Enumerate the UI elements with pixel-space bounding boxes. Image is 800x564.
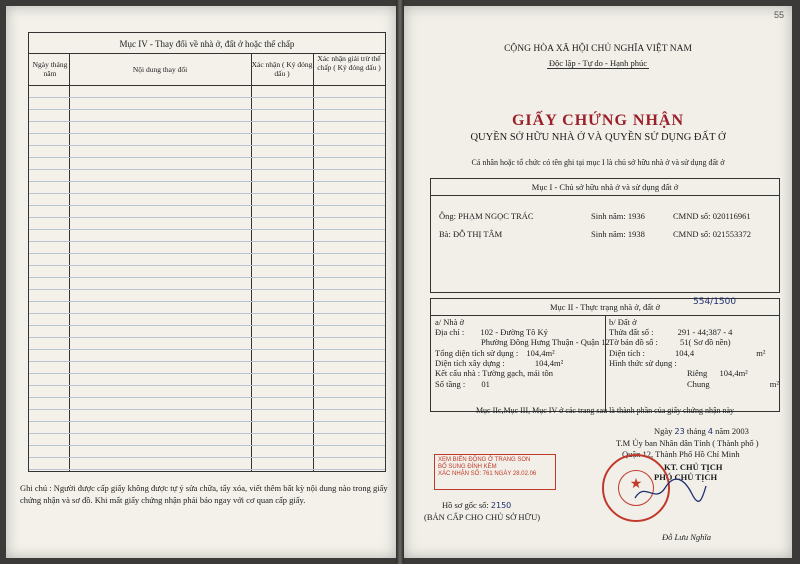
land-label: b/ Đất ở [609,317,637,327]
certificate-title: GIẤY CHỨNG NHẬN [511,112,685,129]
table-rule-line [29,193,385,194]
certificate-description: Cá nhân hoặc tổ chức có tên ghi tại mục I là chủ sở hữu nhà ở và sử dụng đất ở [471,158,725,167]
birth-value: 1936 [627,211,645,221]
table-rule-line [29,433,385,434]
table-rule-line [29,277,385,278]
map-value: 51( Sơ đồ nền) [680,337,731,347]
house-address [435,327,548,337]
area-value: 104,4 [675,348,695,358]
total-area-label: Tổng diện tích sử dụng : [435,348,519,358]
address-line-1: 102 - Đường Tô Ký [480,327,548,337]
corner-number: 55 [773,10,784,20]
owner-1-id [673,211,751,221]
record-value: 2150 [490,501,512,510]
section-owners [430,178,780,293]
house-total-area [435,348,555,358]
private-label: Riêng [687,368,708,378]
table-rule-line [29,181,385,182]
table-rule-line [29,349,385,350]
motto [404,58,792,68]
owner-1 [439,211,534,221]
copy-note: (BẢN CẤP CHO CHỦ SỞ HỮU) [424,512,541,522]
owner-2-prefix: Bà: [439,229,451,239]
col-header-confirm: Xác nhận ( Ký đóng dấu ) [251,60,313,78]
table-rule-line [29,145,385,146]
certificate-subtitle: QUYỀN SỞ HỮU NHÀ Ở VÀ QUYỀN SỬ DỤNG ĐẤT Ở [470,132,726,143]
house-floors [435,379,490,389]
land-private [687,368,748,378]
owner-1-name: PHẠM NGỌC TRÁC [458,211,534,221]
change-history-table [28,32,386,472]
total-area-value: 104,4m² [526,348,555,358]
table-rule-line [29,253,385,254]
built-area-value: 104,4m² [534,358,564,368]
map-label: Tờ bản đồ số : [609,337,658,347]
signer-name: Đỗ Lưu Nghĩa [662,532,712,542]
date-month: 4 [707,427,713,436]
table-rule-line [29,361,385,362]
id-label: CMND số: [673,211,711,221]
table-title: Mục IV - Thay đổi về nhà ở, đất ở hoặc thế chấp [119,39,295,49]
authority-line-2: Quận 12, Thành Phố Hồ Chí Minh [622,449,740,459]
stamp-line-2: BỔ SUNG ĐÍNH KÈM [438,464,497,471]
right-page [404,6,792,558]
official-seal-icon: ★ [602,454,670,522]
owner-2-birth [591,229,645,239]
nation-title: CỘNG HÒA XÃ HỘI CHỦ NGHĨA VIỆT NAM [504,44,692,54]
table-rule-line [29,289,385,290]
land-usage: Hình thức sử dụng : [609,358,677,368]
house-address-line-2: Phường Đông Hưng Thuận - Quận 12 [481,337,610,347]
land-map [609,337,731,347]
private-value: 104,4m² [719,368,748,378]
date-prefix: Ngày [654,426,673,436]
year-label: năm [715,426,730,436]
birth-label: Sinh năm: [591,211,626,221]
section-note: Mục IIc,Mục III, Mục IV ở các trang sau là thành phần của giấy chứng nhận này [475,406,735,415]
date-day: 23 [674,427,685,436]
id-value: 020116961 [712,211,751,221]
shared-unit: m² [769,379,779,389]
table-rule-line [29,121,385,122]
land-area [609,348,765,358]
house-built-area [435,358,563,368]
col-header-date: Ngày tháng năm [32,60,68,78]
table-rule-line [29,337,385,338]
stamp-line-3: XÁC NHẬN SỐ: 761 NGÀY 28.02.06 [438,471,537,478]
signer-role-2: PHÓ CHỦ TỊCH [654,472,718,482]
built-area-label: Diện tích xây dựng : [435,358,505,368]
book-spine [396,0,404,564]
authority-line-1: T.M Ủy ban Nhân dân Tỉnh ( Thành phố ) [616,438,759,448]
structure-value: Tường gạch, mái tôn [482,368,554,378]
section-property [430,298,780,412]
issue-date [654,426,749,436]
table-rule-line [29,469,385,470]
table-rule-line [29,301,385,302]
left-page [6,6,396,558]
owner-2 [439,229,502,239]
land-plot [609,327,732,337]
table-rule-line [29,397,385,398]
record-label: Hồ sơ gốc số: [442,500,489,510]
table-rule-line [29,421,385,422]
table-rule-line [29,445,385,446]
handwritten-number: 554/1500 [693,297,737,307]
signature-icon [630,476,710,506]
col-header-content: Nội dung thay đổi [132,65,188,74]
footnote: Ghi chú : Người được cấp giấy không được tự ý sửa chữa, tẩy xóa, viết thêm bất kỳ nội dung nào trong giấy chứng nhận và sơ đồ. Khi mất giấy chứng nhận phải báo ngay với cơ quan cấp giấy. [20,483,388,506]
table-rule-line [29,325,385,326]
plot-value: 291 - 44;387 - 4 [677,327,733,337]
owner-1-birth [591,211,645,221]
stamp-line-1: XEM BIẾN ĐỘNG Ở TRANG SON [438,457,531,463]
floors-label: Số tầng : [435,379,466,389]
table-rule-line [29,109,385,110]
table-rule-line [29,265,385,266]
table-rule-line [29,229,385,230]
signer-role-1: KT. CHỦ TỊCH [664,462,723,472]
section-property-header: Mục II - Thực trạng nhà ở, đất ở [431,299,779,316]
plot-label: Thửa đất số : [609,327,654,337]
table-rule-line [29,313,385,314]
table-rule-line [29,241,385,242]
birth-label: Sinh năm: [591,229,626,239]
table-rule-line [29,97,385,98]
owner-1-prefix: Ông: [439,211,456,221]
shared-label: Chung [687,379,710,389]
house-label: a/ Nhà ở [435,317,465,327]
table-rule-line [29,409,385,410]
table-rule-line [29,385,385,386]
land-shared [687,379,779,389]
table-rule-line [29,205,385,206]
table-rule-line [29,457,385,458]
table-rule-line [29,373,385,374]
id-value: 021553372 [712,229,751,239]
section-owners-header: Mục I - Chủ sở hữu nhà ở và sử dụng đất ở [431,179,779,196]
birth-value: 1938 [627,229,645,239]
table-rule-line [29,217,385,218]
table-rule-line [29,133,385,134]
table-rule-line [29,169,385,170]
owner-2-id [673,229,751,239]
area-label: Diện tích : [609,348,645,358]
id-label: CMND số: [673,229,711,239]
owner-2-name: ĐỖ THỊ TÂM [452,229,503,239]
column-divider [605,315,606,411]
month-label: tháng [686,426,706,436]
address-label: Địa chỉ : [435,327,465,337]
motto-text: Độc lập - Tự do - Hạnh phúc [548,58,648,68]
date-year: 2003 [731,426,749,436]
area-unit: m² [756,348,766,358]
structure-label: Kết cấu nhà : [435,368,481,378]
col-header-release: Xác nhận giải trừ thế chấp ( Ký đóng dấu ) [317,54,381,72]
floors-value: 01 [481,379,490,389]
record-number [442,500,511,510]
table-rule-line [29,157,385,158]
amendment-stamp [434,454,556,490]
house-structure [435,368,553,378]
header-bottom-divider [29,85,385,86]
